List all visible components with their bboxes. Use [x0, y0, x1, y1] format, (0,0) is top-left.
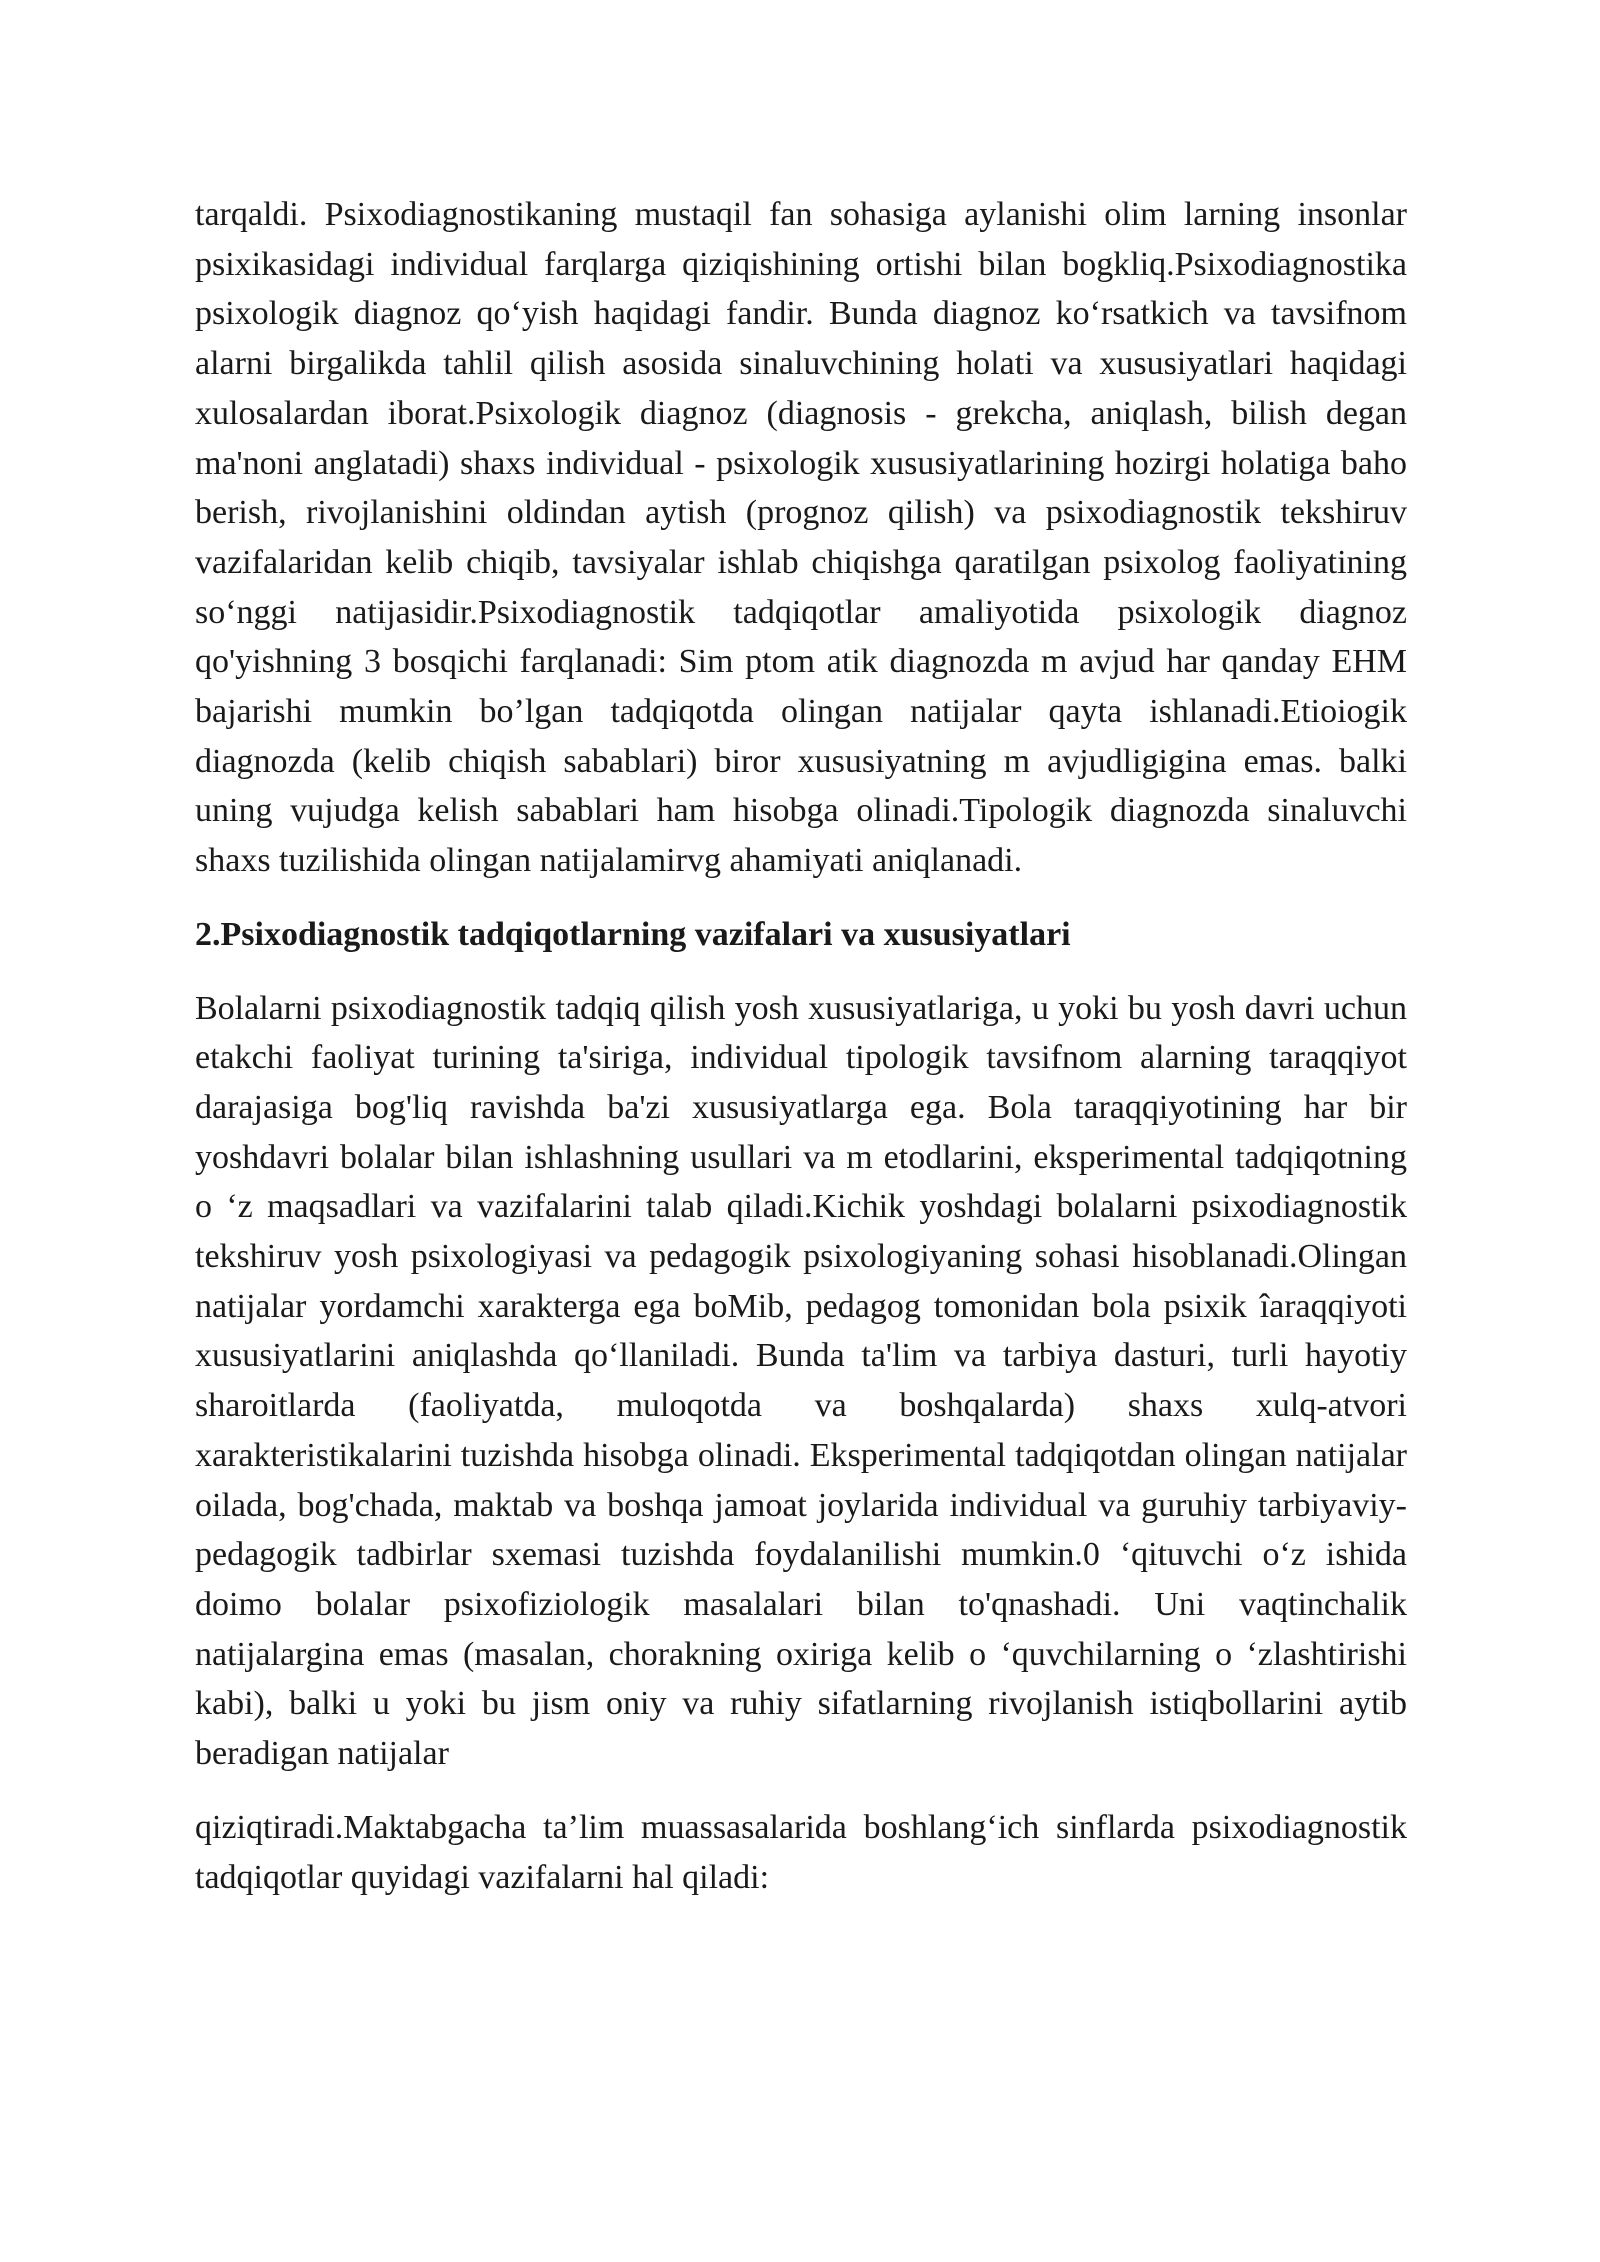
- document-page: [195, 190, 1407, 1902]
- paragraph-intro: tarqaldi. Psixodiagnostikaning mustaqil fan sohasiga aylanishi olim larning insonlar psixikasidagi individual farqlarga qiziqishining ortishi bilan bogkliq.Psixodiagnostika psixologik diagnoz qo‘yish haqidagi fandir. Bunda diagnoz ko‘rsatkich va tavsifnom alarni birgalikda tahlil qilish asosida sinaluvchining holati va xususiyatlari haqidagi xulosalardan iborat.Psixologik diagnoz (diagnosis - grekcha, aniqlash, bilish degan ma'noni anglatadi) shaxs individual - psixologik xususiyatlarining hozirgi holatiga baho berish, rivojlanishini oldindan aytish (prognoz qilish) va psixodiagnostik tekshiruv vazifalaridan kelib chiqib, tavsiyalar ishlab chiqishga qaratilgan psixolog faoliyatining so‘nggi natijasidir.Psixodiagnostik tadqiqotlar amaliyotida psixologik diagnoz qo'yishning 3 bosqichi farqlanadi: Sim ptom atik diagnozda m avjud har qanday EHM bajarishi mumkin bo’lgan tadqiqotda olingan natijalar qayta ishlanadi.Etioiogik diagnozda (kelib chiqish sabablari) biror xususiyatning m avjudligigina emas. balki uning vujudga kelish sabablari ham hisobga olinadi.Tipologik diagnozda sinaluvchi shaxs tuzilishida olingan natijalamirvg ahamiyati aniqlanadi.: [195, 196, 1407, 880]
- section-heading: 2.Psixodiagnostik tadqiqotlarning vazifalari va xususiyatlari: [195, 915, 1071, 953]
- paragraph-main: Bolalarni psixodiagnostik tadqiq qilish yosh xususiyatlariga, u yoki bu yosh davri uchun etakchi faoliyat turining ta'siriga, individual tipologik tavsifnom alarning taraqqiyot darajasiga bog'liq ravishda ba'zi xususiyatlarga ega. Bola taraqqiyotining har bir yoshdavri bolalar bilan ishlashning usullari va m etodlarini, eksperimental tadqiqotning o ‘z maqsadlari va vazifalarini talab qiladi.Kichik yoshdagi bolalarni psixodiagnostik tekshiruv yosh psixologiyasi va pedagogik psixologiyaning sohasi hisoblanadi.Olingan natijalar yordamchi xarakterga ega boMib, pedagog tomonidan bola psixik îaraqqiyoti xususiyatlarini aniqlashda qo‘llaniladi. Bunda ta'lim va tarbiya dasturi, turli hayotiy sharoitlarda (faoliyatda, muloqotda va boshqalarda) shaxs xulq-atvori xarakteristikalarini tuzishda hisobga olinadi. Eksperimental tadqiqotdan olingan natijalar oilada, bog'chada, maktab va boshqa jamoat joylarida individual va guruhiy tarbiyaviy-pedagogik tadbirlar sxemasi tuzishda foydalanilishi mumkin.0 ‘qituvchi o‘z ishida doimo bolalar psixofiziologik masalalari bilan to'qnashadi. Uni vaqtinchalik natijalargina emas (masalan, chorakning oxiriga kelib o ‘quvchilarning o ‘zlashtirishi kabi), balki u yoki bu jism oniy va ruhiy sifatlarning rivojlanish istiqbollarini aytib beradigan natijalar: [195, 989, 1407, 1773]
- paragraph-last: qiziqtiradi.Maktabgacha ta’lim muassasalarida boshlang‘ich sinflarda psixodiagnostik tadqiqotlar quyidagi vazifalarni hal qiladi:: [195, 1808, 1407, 1896]
